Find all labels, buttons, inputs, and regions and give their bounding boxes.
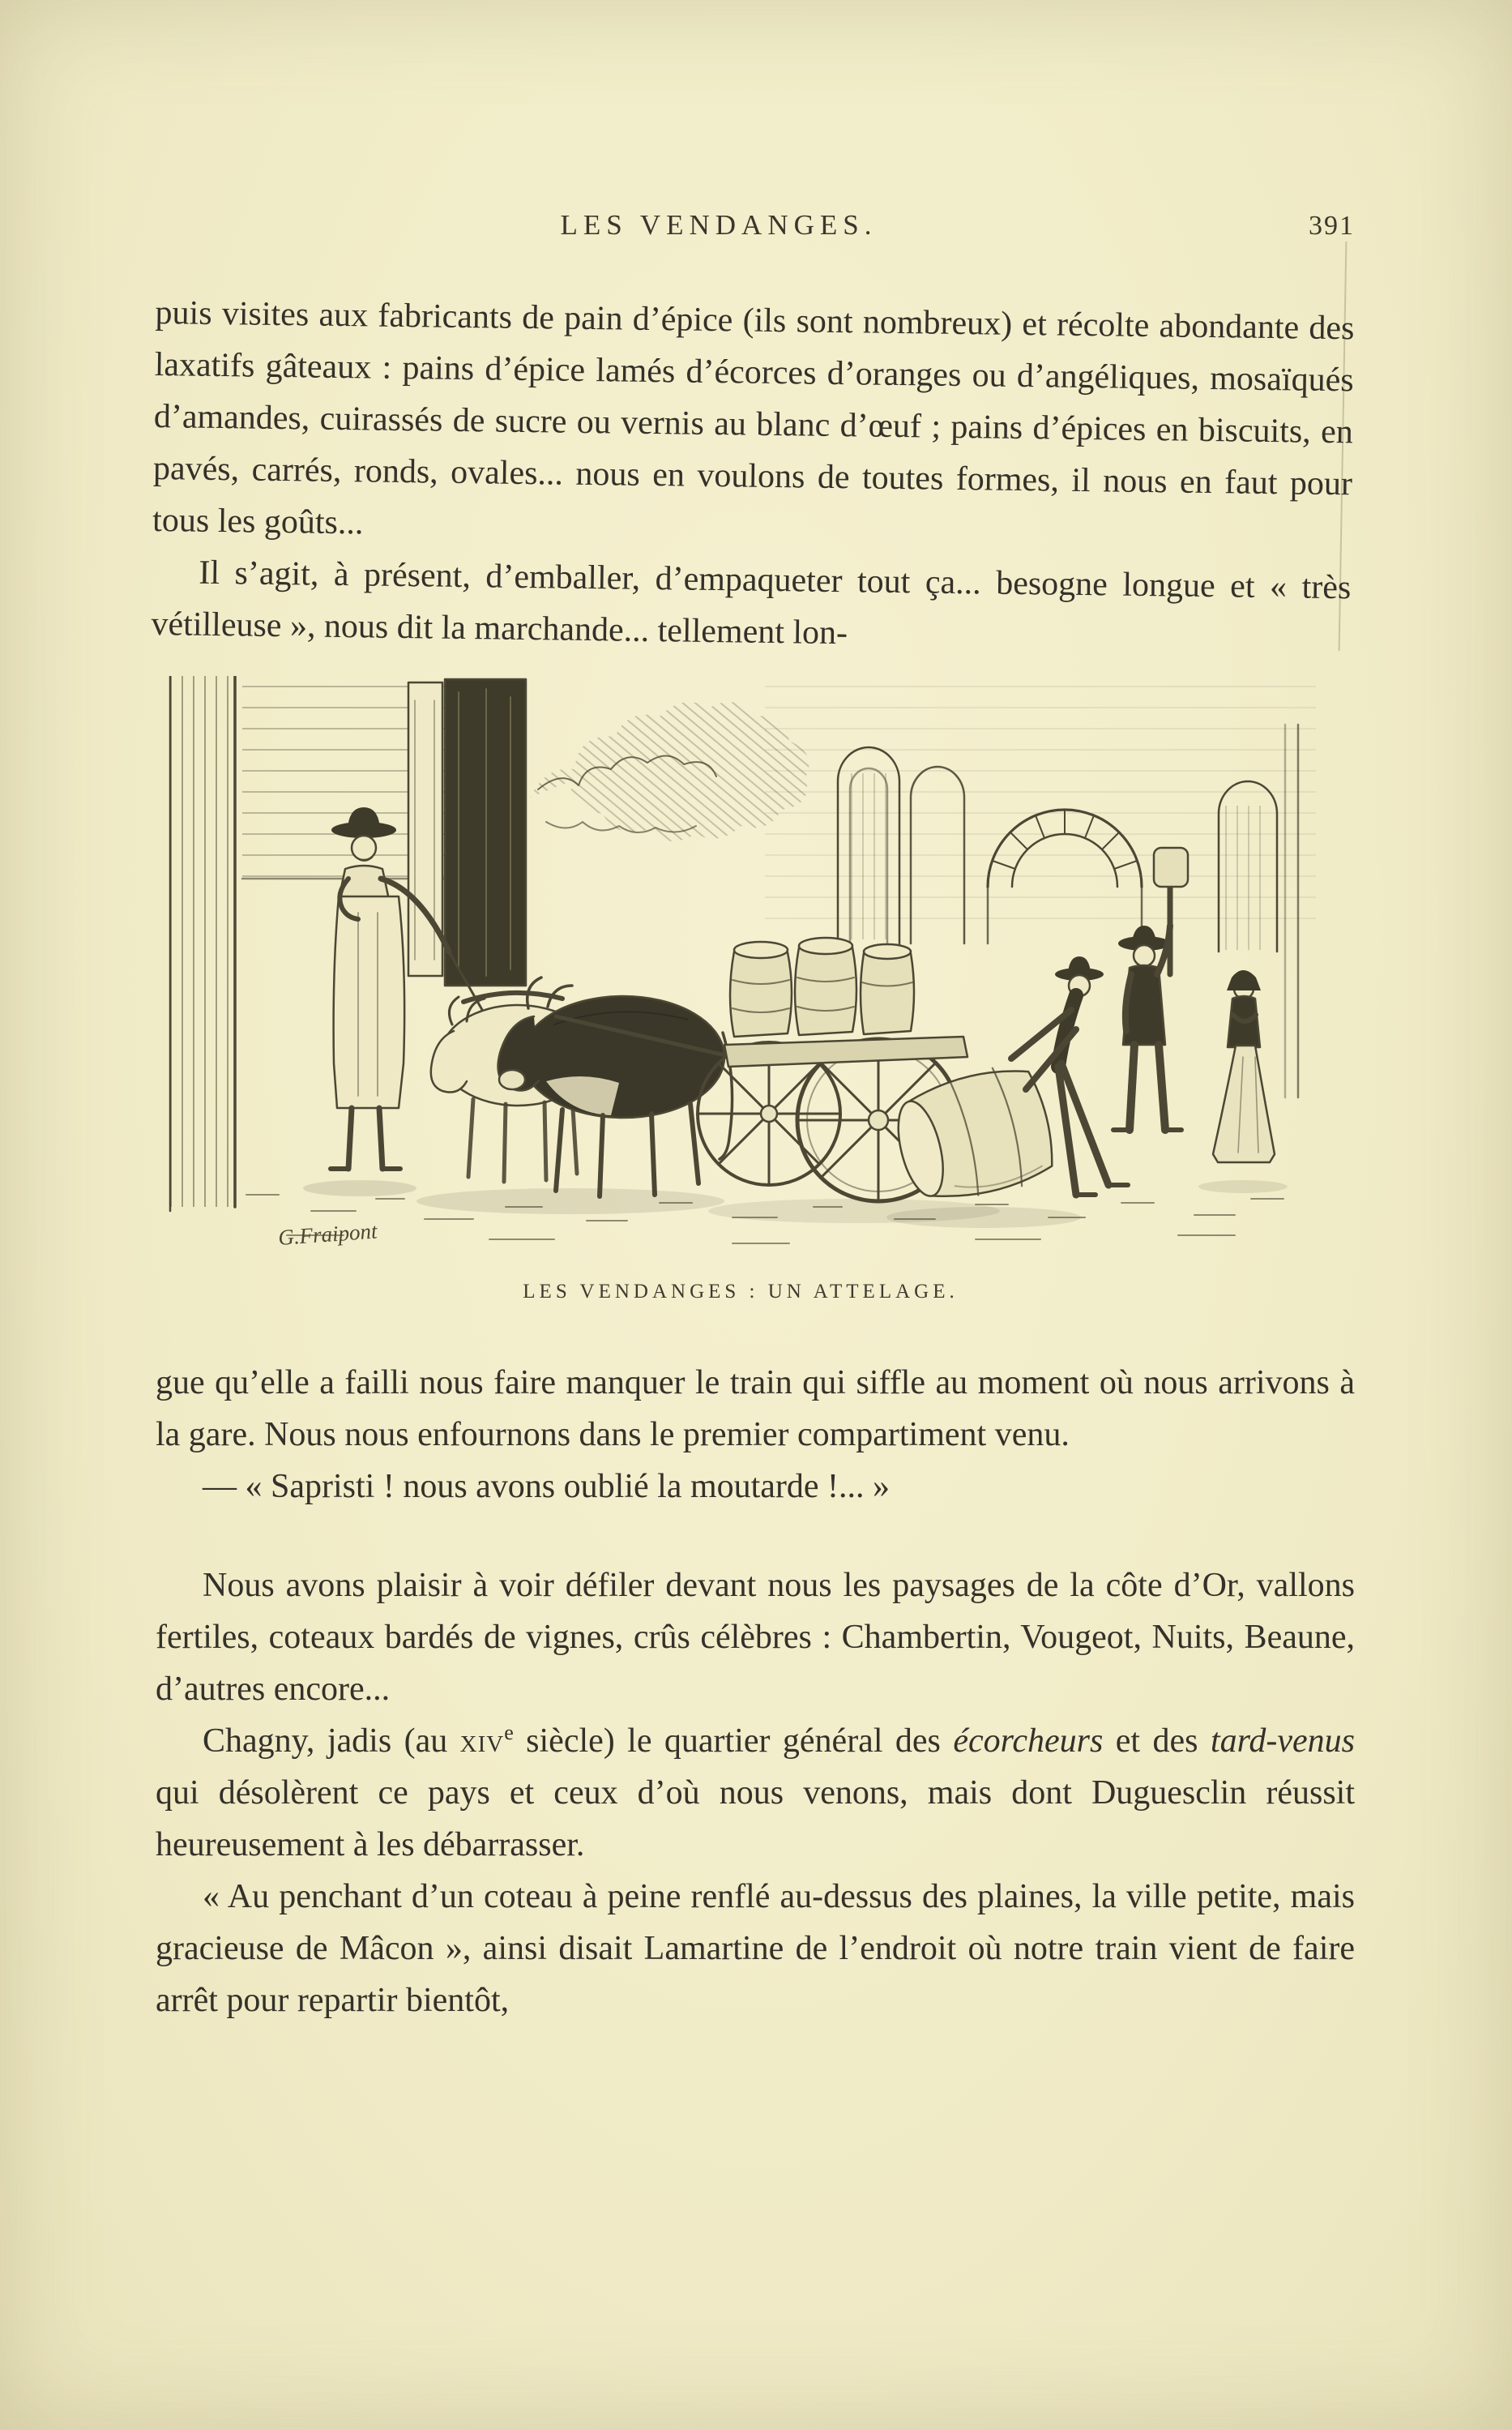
vintage-ox-cart-engraving	[165, 676, 1316, 1260]
paragraph: Chagny, jadis (au xiv$^e$ siècle) le quartier général des écorcheurs et des tard-venus qui désolèrent ce pays et ceux d’où nous venons, mais dont Duguesclin réussit heureusement à les débarrasser.	[156, 1721, 1356, 1863]
top-text-block	[151, 287, 1355, 665]
figure-caption: LES VENDANGES : UN ATTELAGE.	[523, 1281, 959, 1303]
paragraph: Il s’agit, à présent, d’emballer, d’empaqueter tout ça... besogne longue et « très vétilleuse », nous dit la marchande... tellement lon-	[151, 554, 1352, 652]
paragraph: « Au penchant d’un coteau à peine renflé au-dessus des plaines, la ville petite, mais gracieuse de Mâcon », ainsi disait Lamartine de l’endroit où notre train vient de faire arrêt pour repartir bientôt,	[156, 1878, 1355, 2019]
paragraph: Nous avons plaisir à voir défiler devant nous les paysages de la côte d’Or, vallons fertiles, coteaux bardés de vignes, crûs célèbres : Chambertin, Vougeot, Nuits, Beaune, d’autres encore...	[156, 1567, 1355, 1708]
left-wall	[165, 676, 235, 1207]
bottom-text-block	[156, 1357, 1355, 2026]
illustrator-signature: G.Fraipont	[277, 1218, 378, 1250]
woman-figure	[1213, 970, 1275, 1162]
page-header	[156, 209, 1355, 255]
page-number: 391	[1309, 211, 1355, 241]
paragraph: gue qu’elle a failli nous faire manquer le train qui siffle au moment où nous arrivons à la gare. Nous nous enfournons dans le premier compartiment venu.	[156, 1364, 1355, 1453]
running-title: LES VENDANGES.	[560, 209, 878, 241]
page-content	[151, 209, 1356, 2026]
paragraph: — « Sapristi ! nous avons oublié la moutarde !... »	[203, 1468, 891, 1505]
paragraph: puis visites aux fabricants de pain d’épice (ils sont nombreux) et récolte abondante des laxatifs gâteaux : pains d’épice lamés d’écorces d’oranges ou d’angéliques, mosaïqués d’amandes, cuirassés de sucre ou vernis au blanc d’œuf ; pains d’épices en biscuits, en pavés, carrés, ronds, ovales... nous en voulons de toutes formes, il nous en faut pour tous les goûts...	[152, 293, 1355, 542]
figure	[165, 676, 1316, 1303]
